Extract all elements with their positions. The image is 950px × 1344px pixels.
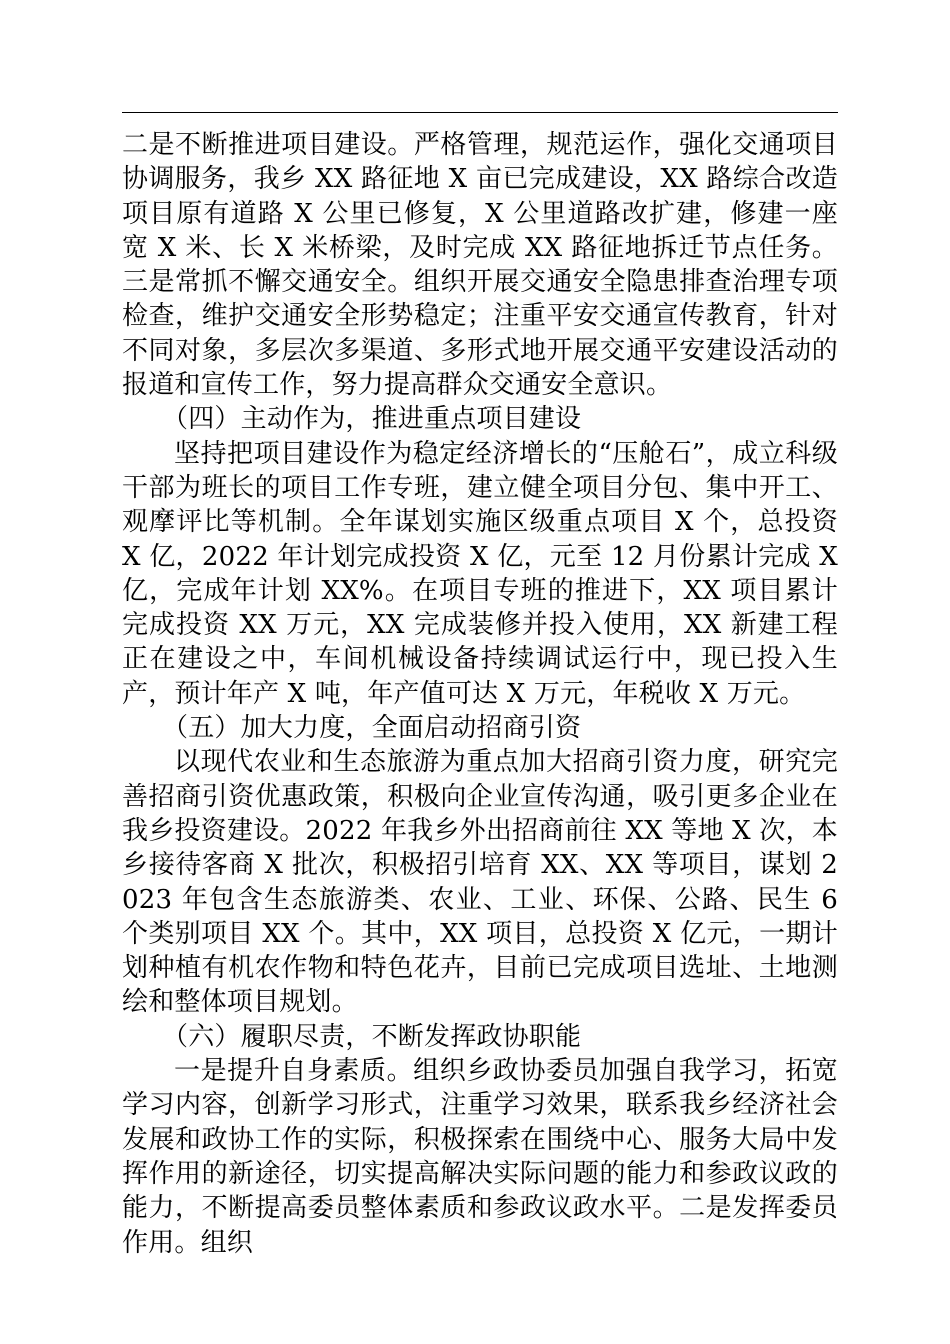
paragraph-investment: 以现代农业和生态旅游为重点加大招商引资力度，研究完善招商引资优惠政策，积极向企业宣传沟通，吸引更多企业在我乡投资建设。2022 年我乡外出招商前往 XX 等地 X 次，本乡接待客商 X 批次，积极招引培育 XX、XX 等项目，谋划 2023 年包含生态旅游类、农业、工业、环保、公路、民生 6 个类别项目 XX 个。其中，XX 项目，总投资 X 亿元，一期计划种植有机农作物和特色花卉，目前已完成项目选址、土地测绘和整体项目规划。 [122, 747, 838, 1018]
paragraph-key-projects: 坚持把项目建设作为稳定经济增长的“压舱石”，成立科级干部为班长的项目工作专班，建立健全项目分包、集中开工、观摩评比等机制。全年谋划实施区级重点项目 X 个，总投资 X 亿，2022 年计划完成投资 X 亿，元至 12 月份累计完成 X 亿，完成年计划 XX%。在项目专班的推进下，XX 项目累计完成投资 XX 万元，XX 完成装修并投入使用，XX 新建工程正在建设之中，车间机械设备持续调试运行中，现已投入生产，预计年产 X 吨，年产值可达 X 万元，年税收 X 万元。 [122, 438, 838, 709]
paragraph-traffic-projects: 二是不断推进项目建设。严格管理，规范运作，强化交通项目协调服务，我乡 XX 路征地 X 亩已完成建设，XX 路综合改造项目原有道路 X 公里已修复，X 公里道路改扩建，修建一座宽 X 米、长 X 米桥梁，及时完成 XX 路征地拆迁节点任务。三是常抓不懈交通安全。组织开展交通安全隐患排查治理专项检查，维护交通安全形势稳定；注重平安交通宣传教育，针对不同对象，多层次多渠道、多形式地开展交通平安建设活动的报道和宣传工作，努力提高群众交通安全意识。 [122, 130, 838, 401]
document-body [122, 128, 838, 1260]
paragraph-cppcc-duties: 一是提升自身素质。组织乡政协委员加强自我学习，拓宽学习内容，创新学习形式，注重学习效果，联系我乡经济社会发展和政协工作的实际，积极探索在围绕中心、服务大局中发挥作用的新途径，切实提高解决实际问题的能力和参政议政的能力，不断提高委员整体素质和参政议政水平。二是发挥委员作用。组织 [122, 1056, 838, 1258]
section-heading-4: （四）主动作为，推进重点项目建设 [162, 404, 582, 435]
section-heading-5: （五）加大力度，全面启动招商引资 [162, 713, 582, 744]
header-rule [122, 112, 838, 113]
section-heading-6: （六）履职尽责，不断发挥政协职能 [162, 1021, 582, 1052]
